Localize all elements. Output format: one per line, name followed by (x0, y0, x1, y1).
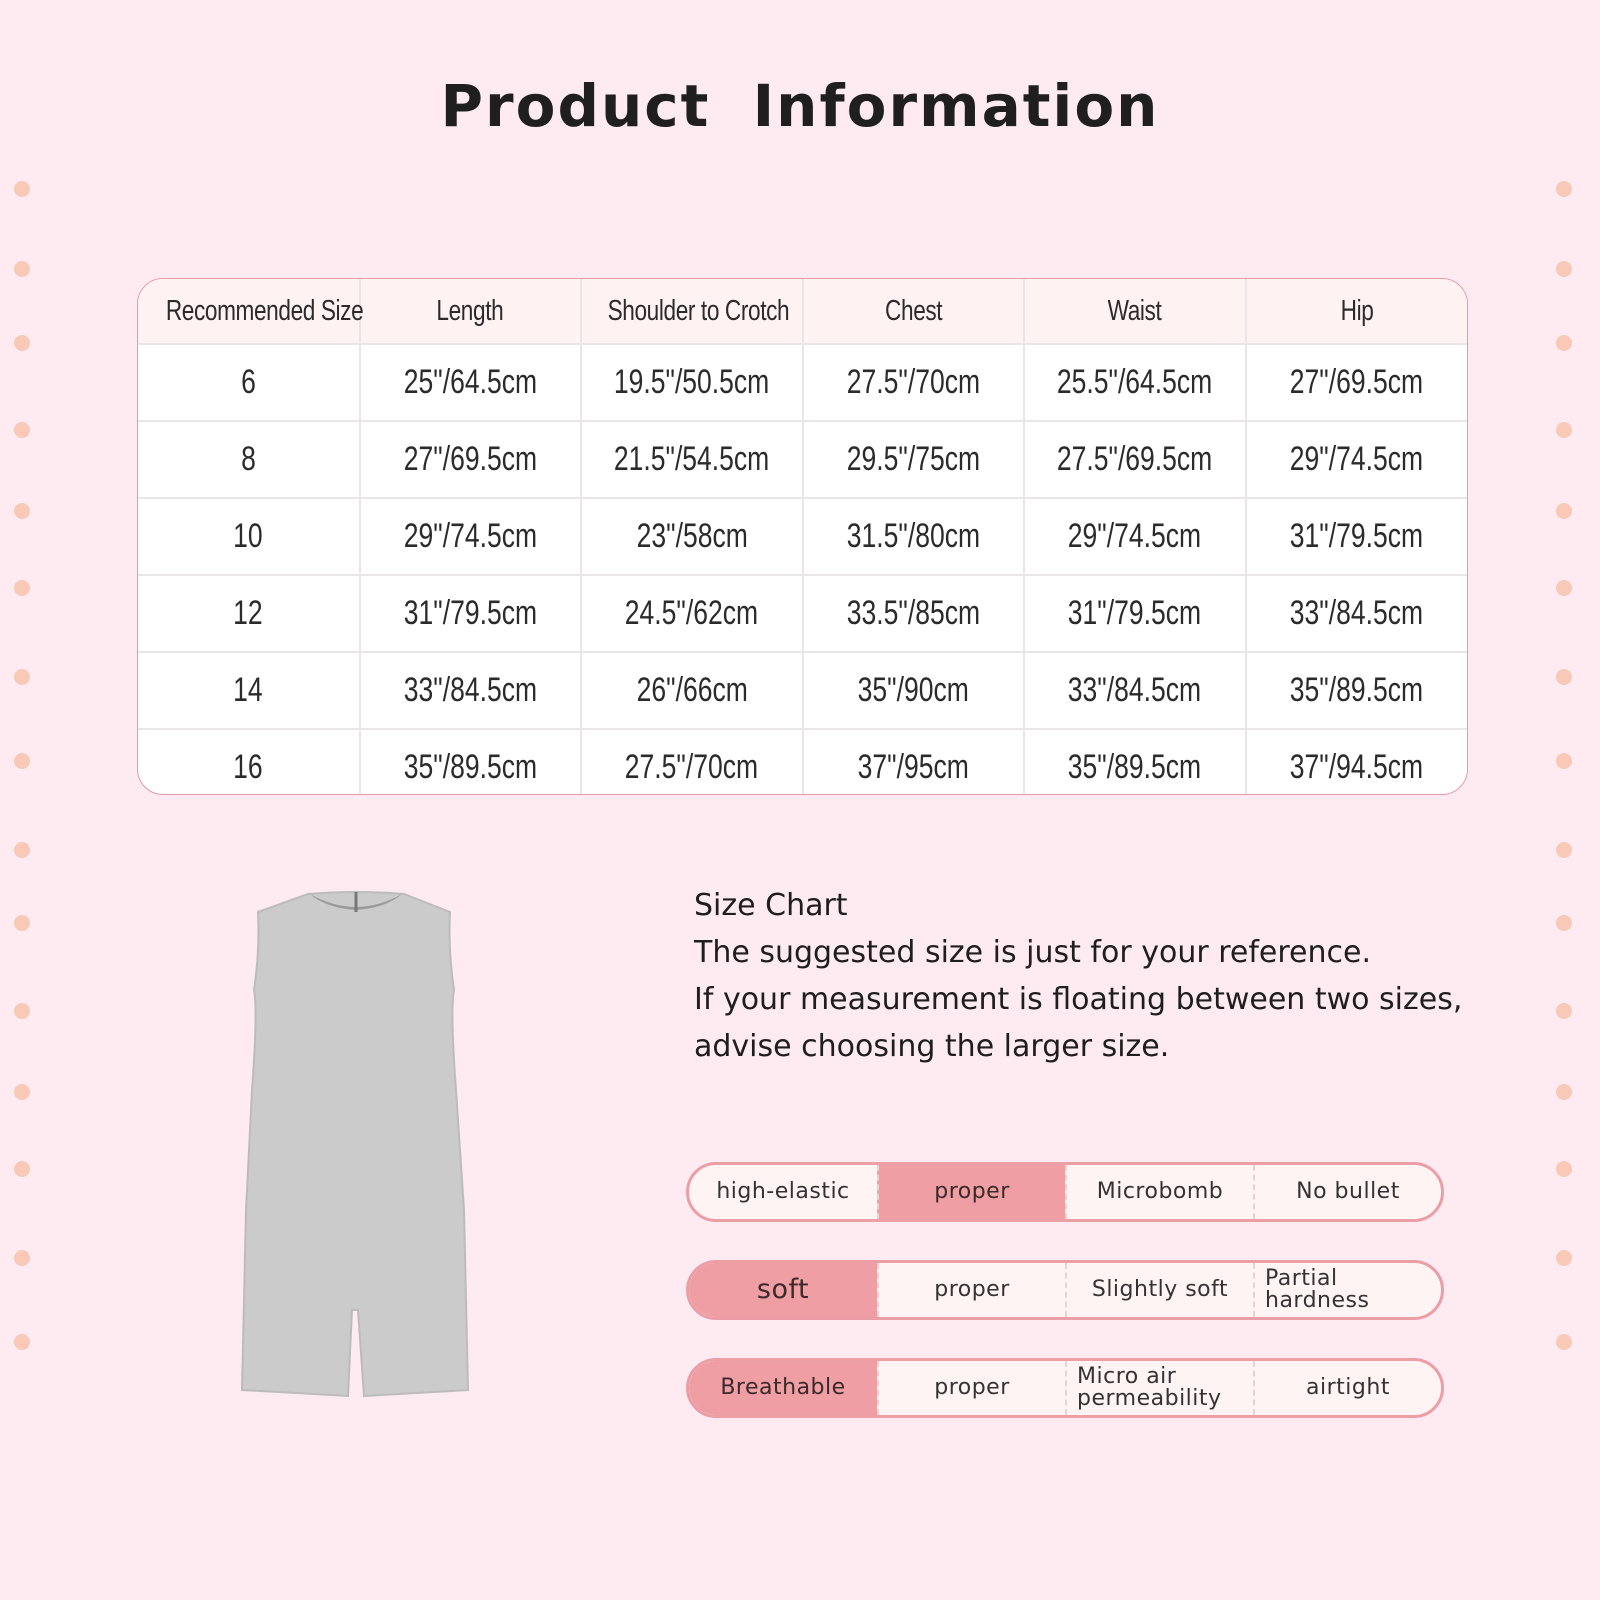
scale-option: proper (877, 1361, 1065, 1415)
table-cell: 25"/64.5cm (360, 344, 582, 421)
col-header: Chest (803, 279, 1025, 344)
table-cell: 31.5"/80cm (803, 498, 1025, 575)
table-cell: 16 (138, 729, 360, 795)
decor-dot (14, 915, 30, 931)
scale-option-selected: soft (689, 1263, 877, 1317)
decor-dot (14, 261, 30, 277)
decor-dot (14, 1334, 30, 1350)
scale-option: Microbomb (1065, 1165, 1253, 1219)
table-cell: 19.5"/50.5cm (581, 344, 803, 421)
scale-option: proper (877, 1263, 1065, 1317)
decor-dot (14, 580, 30, 596)
table-cell: 23"/58cm (581, 498, 803, 575)
col-header: Recommended Size (138, 279, 360, 344)
table-cell: 27.5"/70cm (803, 344, 1025, 421)
size-chart-note (694, 882, 1474, 1070)
table-cell: 35"/89.5cm (1246, 652, 1468, 729)
col-header: Shoulder to Crotch (581, 279, 803, 344)
table-cell: 27"/69.5cm (360, 421, 582, 498)
elasticity-scale (686, 1162, 1444, 1222)
left-dot-border (14, 0, 44, 1600)
table-row (138, 575, 1467, 652)
decor-dot (14, 181, 30, 197)
table-row (138, 652, 1467, 729)
col-header: Length (360, 279, 582, 344)
table-cell: 8 (138, 421, 360, 498)
table-cell: 29"/74.5cm (360, 498, 582, 575)
decor-dot (1556, 181, 1572, 197)
decor-dot (1556, 753, 1572, 769)
col-header: Hip (1246, 279, 1468, 344)
table-cell: 31"/79.5cm (1246, 498, 1468, 575)
table-cell: 29"/74.5cm (1024, 498, 1246, 575)
scale-option: airtight (1253, 1361, 1441, 1415)
note-line: advise choosing the larger size. (694, 1029, 1170, 1064)
scale-option-selected: proper (877, 1165, 1065, 1219)
table-cell: 29.5"/75cm (803, 421, 1025, 498)
decor-dot (1556, 422, 1572, 438)
decor-dot (1556, 669, 1572, 685)
decor-dot (14, 842, 30, 858)
decor-dot (1556, 1250, 1572, 1266)
table-cell: 29"/74.5cm (1246, 421, 1468, 498)
table-cell: 31"/79.5cm (360, 575, 582, 652)
page-title: Product Information (440, 72, 1160, 140)
breathability-scale (686, 1358, 1444, 1418)
decor-dot (14, 1084, 30, 1100)
decor-dot (14, 422, 30, 438)
note-line: The suggested size is just for your reference. (694, 935, 1371, 970)
decor-dot (14, 753, 30, 769)
decor-dot (14, 335, 30, 351)
scale-option: high-elastic (716, 1179, 850, 1204)
table-cell: 37"/95cm (803, 729, 1025, 795)
decor-dot (1556, 842, 1572, 858)
scale-option-selected: Breathable (689, 1361, 877, 1415)
note-line: If your measurement is floating between two sizes, (694, 982, 1463, 1017)
decor-dot (14, 1003, 30, 1019)
decor-dot (14, 1250, 30, 1266)
scale-option: No bullet (1253, 1165, 1441, 1219)
table-cell: 24.5"/62cm (581, 575, 803, 652)
size-chart-heading: Size Chart (694, 888, 848, 923)
table-cell: 31"/79.5cm (1024, 575, 1246, 652)
decor-dot (14, 1161, 30, 1177)
table-cell: 27.5"/69.5cm (1024, 421, 1246, 498)
table-cell: 33"/84.5cm (1246, 575, 1468, 652)
table-cell: 10 (138, 498, 360, 575)
right-dot-border (1556, 0, 1586, 1600)
decor-dot (1556, 1161, 1572, 1177)
table-cell: 14 (138, 652, 360, 729)
scale-option: Slightly soft (1065, 1263, 1253, 1317)
table-row (138, 498, 1467, 575)
table-cell: 27"/69.5cm (1246, 344, 1468, 421)
table-cell: 35"/89.5cm (1024, 729, 1246, 795)
softness-scale (686, 1260, 1444, 1320)
decor-dot (14, 503, 30, 519)
gray-romper-image (236, 890, 476, 1400)
table-row (138, 344, 1467, 421)
col-header: Waist (1024, 279, 1246, 344)
decor-dot (1556, 580, 1572, 596)
table-cell: 12 (138, 575, 360, 652)
table-cell: 35"/90cm (803, 652, 1025, 729)
table-row (138, 729, 1467, 795)
scale-option: Partial hardness (1253, 1263, 1441, 1317)
decor-dot (1556, 1084, 1572, 1100)
table-cell: 33"/84.5cm (360, 652, 582, 729)
table-header-row (138, 279, 1467, 344)
table-cell: 26"/66cm (581, 652, 803, 729)
scale-option: Micro air permeability (1065, 1361, 1253, 1415)
decor-dot (14, 669, 30, 685)
size-table (137, 278, 1468, 795)
decor-dot (1556, 915, 1572, 931)
table-cell: 27.5"/70cm (581, 729, 803, 795)
decor-dot (1556, 1003, 1572, 1019)
decor-dot (1556, 1334, 1572, 1350)
table-cell: 21.5"/54.5cm (581, 421, 803, 498)
table-cell: 33"/84.5cm (1024, 652, 1246, 729)
table-row (138, 421, 1467, 498)
table-cell: 6 (138, 344, 360, 421)
decor-dot (1556, 503, 1572, 519)
table-cell: 25.5"/64.5cm (1024, 344, 1246, 421)
decor-dot (1556, 261, 1572, 277)
table-cell: 33.5"/85cm (803, 575, 1025, 652)
table-cell: 35"/89.5cm (360, 729, 582, 795)
decor-dot (1556, 335, 1572, 351)
table-cell: 37"/94.5cm (1246, 729, 1468, 795)
